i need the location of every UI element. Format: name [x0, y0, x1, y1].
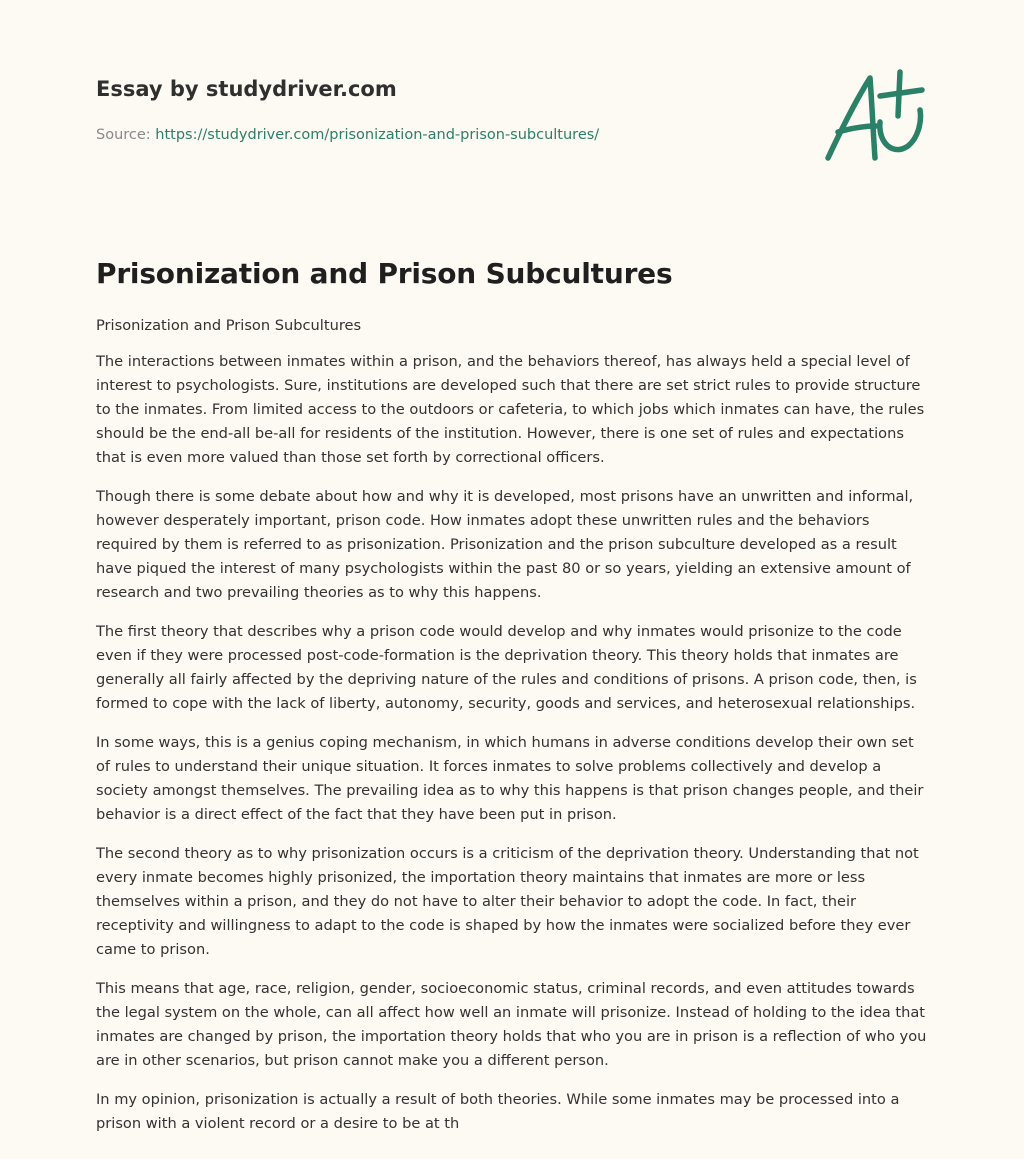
- paragraph-7: In my opinion, prisonization is actually a result of both theories. While some inmates may be processed into a prison with a violent record or a desire to be at th: [96, 1091, 900, 1132]
- source-link[interactable]: https://studydriver.com/prisonization-and-prison-subcultures/: [155, 127, 600, 143]
- paragraph-2: Though there is some debate about how and why it is developed, most prisons have an unwritten and informal, however desperately important, prison code. How inmates adopt these unwritten rules and the behaviors required by them is referred to as prisonization. Prisonization and the prison subculture developed as a result have piqued the interest of many psychologists within the past 80 or so years, yielding an extensive amount of research and two prevailing theories as to why this happens.: [96, 488, 914, 601]
- paragraph-1: The interactions between inmates within a prison, and the behaviors thereof, has always held a special level of interest to psychologists. Sure, institutions are developed such that there are set strict rules to provide structure to the inmates. From limited access to the outdoors or cafeteria, to which jobs which inmates can have, the rules should be the end-all be-all for residents of the institution. However, there is one set of rules and expectations that is even more valued than those set forth by correctional officers.: [96, 353, 925, 466]
- paragraph-5: The second theory as to why prisonization occurs is a criticism of the deprivation theory. Understanding that not every inmate becomes highly prisonized, the importation theory maintains that inmates are more or less themselves within a prison, and they do not have to alter their behavior to adopt the code. In fact, their receptivity and willingness to adapt to the code is shaped by how the inmates were socialized before they ever came to prison.: [96, 845, 919, 958]
- paragraph-3: The first theory that describes why a prison code would develop and why inmates would prisonize to the code even if they were processed post-code-formation is the deprivation theory. This theory holds that inmates are generally all fairly affected by the depriving nature of the rules and conditions of prisons. A prison code, then, is formed to cope with the lack of liberty, autonomy, security, goods and services, and heterosexual relationships.: [96, 623, 917, 712]
- article-subtitle: Prisonization and Prison Subcultures: [96, 317, 362, 334]
- page-header: [96, 72, 796, 146]
- article-body: [96, 314, 930, 1151]
- brand-title: Essay by studydriver.com: [96, 77, 397, 101]
- paragraph-4: In some ways, this is a genius coping mechanism, in which humans in adverse conditions develop their own set of rules to understand their unique situation. It forces inmates to solve problems collectively and develop a society amongst themselves. The prevailing idea as to why this happens is that prison changes people, and their behavior is a direct effect of the fact that they have been put in prison.: [96, 734, 924, 823]
- source-line: [96, 124, 796, 146]
- source-label: Source:: [96, 127, 151, 143]
- a-plus-logo-icon: [818, 66, 930, 168]
- article-title: Prisonization and Prison Subcultures: [96, 257, 673, 290]
- paragraph-6: This means that age, race, religion, gender, socioeconomic status, criminal records, and even attitudes towards the legal system on the whole, can all affect how well an inmate will prisonize. Instead of holding to the idea that inmates are changed by prison, the importation theory holds that who you are in prison is a reflection of who you are in other scenarios, but prison cannot make you a different person.: [96, 980, 927, 1069]
